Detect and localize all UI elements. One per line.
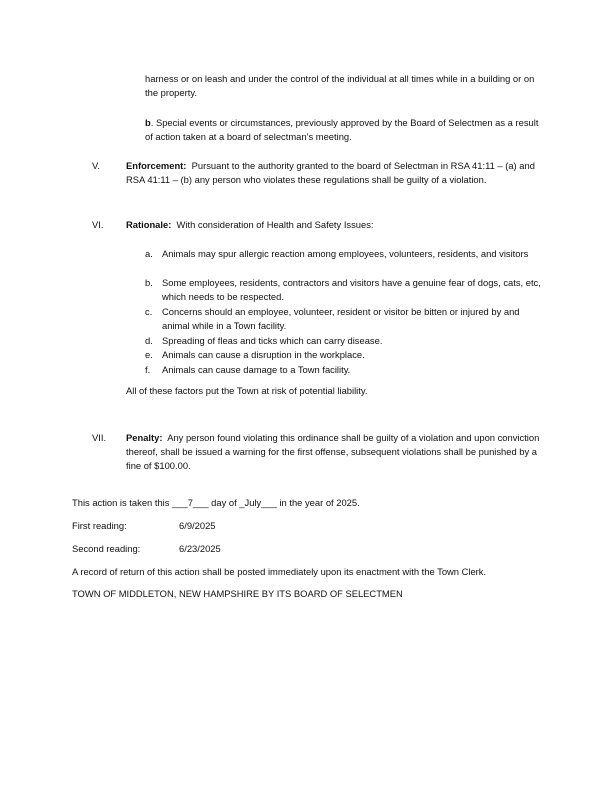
section-vii-number: VII. (92, 432, 107, 443)
section-v-body: Pursuant to the authority granted to the board of Selectman in RSA 41:11 – (a) and RSA 41:11 – (b) any person who violates these regulations shall be guilty of a violation. (126, 160, 535, 186)
section-v-heading: Enforcement: (126, 160, 187, 171)
section-vi-body: With consideration of Health and Safety Issues: (176, 219, 374, 230)
list-item-text: Some employees, residents, contractors and visitors have a genuine fear of dogs, cats, etc, which needs to be respected. (162, 277, 541, 303)
item-b-text: . Special events or circumstances, previously approved by the Board of Selectmen as a result of action taken at a board of selectman’s meeting. (145, 117, 539, 143)
action-mid: day of (208, 497, 240, 508)
list-item-letter: a. (145, 248, 153, 259)
section-vi-number: VI. (92, 219, 104, 230)
action-day: ___7___ (172, 497, 209, 508)
section-vii-heading: Penalty: (126, 432, 163, 443)
action-suffix: in the year of 2025. (276, 497, 360, 508)
section-vi-heading: Rationale: (126, 219, 172, 230)
action-line (72, 496, 552, 510)
list-item-text: Spreading of fleas and ticks which can carry disease. (162, 335, 383, 346)
section-vi-conclusion: All of these factors put the Town at risk of potential liability. (126, 385, 368, 396)
list-item-text: Animals can cause a disruption in the workplace. (162, 349, 365, 360)
continuation-text: harness or on leash and under the control of the individual at all times while in a building or on the property. (145, 73, 535, 99)
second-reading-date: 6/23/2025 (179, 543, 221, 554)
section-vii-paragraph (126, 431, 546, 474)
list-item-letter: f. (145, 364, 151, 375)
action-prefix: This action is taken this (72, 497, 173, 508)
record-note: A record of return of this action shall be posted immediately upon its enactment with the Town Clerk. (72, 566, 487, 577)
section-v-paragraph (126, 159, 546, 187)
list-item-text: Concerns should an employee, volunteer, resident or visitor be bitten or injured by and animal while in a Town facility. (162, 306, 520, 332)
list-item-letter: d. (145, 335, 153, 346)
item-b-paragraph (145, 116, 545, 144)
section-vi-paragraph (126, 218, 546, 232)
signature-line: TOWN OF MIDDLETON, NEW HAMPSHIRE BY ITS BOARD OF SELECTMEN (72, 588, 403, 599)
list-item-text: Animals can cause damage to a Town facility. (162, 364, 351, 375)
second-reading-label: Second reading: (72, 543, 141, 554)
first-reading-label: First reading: (72, 520, 127, 531)
item-b-letter: b (145, 117, 151, 128)
list-item-letter: b. (145, 277, 153, 288)
first-reading-date: 6/9/2025 (179, 520, 216, 531)
continuation-paragraph (145, 72, 545, 100)
action-month: _July___ (239, 497, 277, 508)
list-item-letter: c. (145, 306, 153, 317)
list-item-text: Animals may spur allergic reaction among employees, volunteers, residents, and visitors (162, 248, 529, 259)
list-item-letter: e. (145, 349, 153, 360)
section-vii-body: Any person found violating this ordinance shall be guilty of a violation and upon conviction thereof, shall be issued a warning for the first offense, subsequent violations shall be punished by a fine of $100.00. (126, 432, 540, 472)
section-v-number: V. (92, 160, 100, 171)
